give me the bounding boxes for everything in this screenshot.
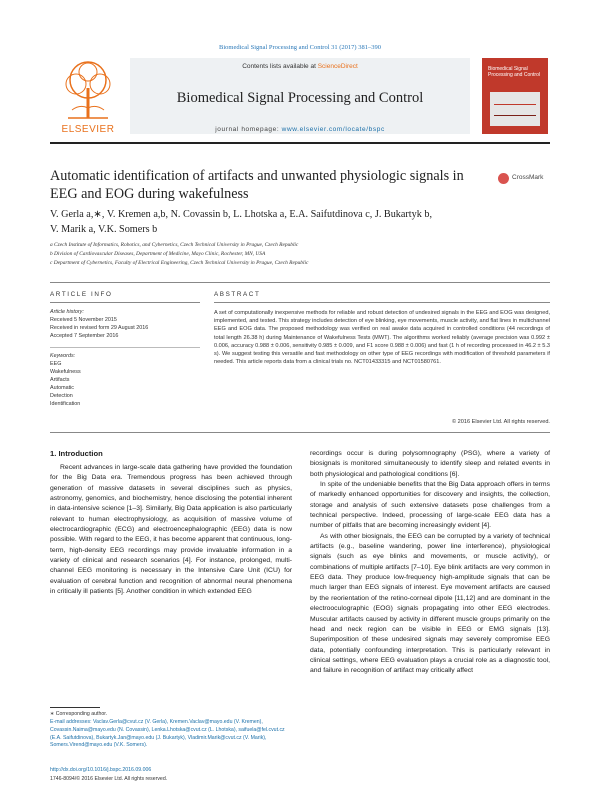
- article-info-heading: ARTICLE INFO: [50, 291, 113, 298]
- corresponding-author-note: ∗ Corresponding author.: [50, 711, 108, 717]
- crossmark-icon: [498, 173, 509, 184]
- info-top-rule: [50, 282, 550, 283]
- homepage-line: [130, 126, 470, 133]
- history-received: Received 5 November 2015: [50, 317, 117, 323]
- author-list: [50, 208, 550, 237]
- history-accepted: Accepted 7 September 2016: [50, 333, 119, 339]
- paragraph: Recent advances in large-scale data gathering have provided the foundation for the Big Data era. Tremendous progress has been achieved through generation of massive datasets in several disciplines such as physics, astronomy, genomics, and biochemistry, hence disclosing the potential inherent in data-intensive science [1–3]. Similarly, Big Data application is also particularly relevant to human electrophysiology, as acquisition of massive volume of electrocardiographic (ECG) and electroencephalographic (EEG) data is now possible. With regard to the EEG, it has become apparent that continuous, long-term, high-density EEG recordings may provide invaluable information in a variety of clinical and research scenarios [4]. For instance, prolonged, multi-channel EEG monitoring is necessary in the Intensive Care Unit (ICU) for evaluation of cerebral function and recognition of abnormal neural phenomena in critically ill patients [5]. Another condition in which extended EEG: [50, 464, 292, 596]
- issn-line: 1746-8094/© 2016 Elsevier Ltd. All rights reserved.: [50, 776, 168, 782]
- keyword: Identification: [50, 401, 81, 407]
- journal-citation[interactable]: Biomedical Signal Processing and Control 31 (2017) 381–390: [219, 44, 381, 51]
- homepage-prefix: journal homepage:: [215, 126, 282, 133]
- email-addresses: E-mail addresses: Vaclav.Gerla@cvut.cz (V. Gerla), Kremen.Vaclav@mayo.edu (V. Kremen), Covassin.Naima@mayo.edu (N. Covassin), Lenka.Lhotska@cvut.cz (L. Lhotska), saifuela@fel.cvut.cz (E.A. Saifutdinova), Bukartyk.Jan@mayo.edu (J. Bukartyk), Vladimir.Marik@cvut.cz (V. Marik), Somers.Virend@mayo.edu (V.K. Somers).: [50, 719, 285, 749]
- keywords-label: Keywords:: [50, 353, 76, 359]
- contents-prefix: Contents lists available at: [242, 63, 318, 70]
- keyword: EEG: [50, 361, 62, 367]
- keyword: Artifacts: [50, 377, 70, 383]
- info-divider: [50, 302, 200, 303]
- history-label: Article history:: [50, 309, 84, 315]
- paragraph: recordings occur is during polysomnography (PSG), where a variety of biosignals is monitored simultaneously to identify sleep and related events in both physiological and pathological conditions [6].: [310, 450, 550, 478]
- keyword: Detection: [50, 393, 73, 399]
- abstract-copyright: © 2016 Elsevier Ltd. All rights reserved.: [451, 419, 550, 425]
- cover-title: Biomedical Signal Processing and Control: [488, 66, 540, 78]
- crossmark-label: CrossMark: [512, 174, 544, 181]
- elsevier-tree-logo: [50, 58, 126, 134]
- history-revised: Received in revised form 29 August 2016: [50, 325, 149, 331]
- abstract-divider: [214, 302, 550, 303]
- affiliation-c: c Department of Cybernetics, Faculty of Electrical Engineering, Czech Technical University in Prague, Czech Republic: [50, 260, 309, 266]
- authors-line-2: V. Marik a, V.K. Somers b: [50, 223, 158, 235]
- right-column-text: [310, 449, 550, 677]
- abstract-text: A set of computationally inexpensive methods for reliable and robust detection of undesired signals in the EEG and EOG was designed, implemented, and tested. This strategy includes detection of eye blinking, eye movements, muscle activity, and flat lines in multichannel EEG and EOG data. The proposed methodology was verified on real awake data acquired in controlled conditions (44 recordings of total length 26.38 h) during Maintenance of Wakefulness Tests (MWT). The algorithms worked reliably (average precision was 0.992 ± 0.006, accuracy 0.988 ± 0.006, sensitivity 0.985 ± 0.009, and F1 score 0.988 ± 0.006) and fast (1 h of recording processed in 46.2 ± 5.3 s). We suggest testing this versatile and fast methodology on other type of EEG recordings with modification of threshold parameters if needed. This article reports data from a clinical trials no. NCT01433315 and NCT01580761.: [214, 310, 550, 366]
- keywords-divider: [50, 347, 200, 348]
- section-heading-introduction: 1. Introduction: [50, 449, 103, 458]
- masthead: [130, 58, 470, 134]
- paragraph: In spite of the undeniable benefits that the Big Data approach offers in terms of markedly enhanced opportunities for discovery and insights, the collection, storage and analysis of such extensive datasets pose challenges from a technical perspective. Indeed, processing of large-scale EEG data has a number of pitfalls that are becoming increasingly evident [4].: [310, 481, 550, 530]
- authors-line-1: V. Gerla a,∗, V. Kremen a,b, N. Covassin b, L. Lhotska a, E.A. Saifutdinova c, J. Bukartyk b,: [50, 209, 433, 220]
- paragraph: As with other biosignals, the EEG can be corrupted by a variety of technical artifacts (e.g., baseline wandering, power line interference), physiological signals (such as eye blinks and movements, or muscle activity), or combinations of multiple artifacts [7–10]. Eye blink artifacts are very common in EEG data. They produce low-frequency high-amplitude signals that can be much larger than EEG signals of interest. Eye movement artifacts are caused by the reorientation of the retino-corneal dipole [11,12] and are dominant in the electrooculographic (EOG) signals propagating into other EEG electrodes. Muscular artifacts caused by activity in different muscle groups primarily on the head and neck region can be visible in EEG or EMG signals [13]. Superimposition of these undesired signals may severely compromise EEG data, potentially confounding interpretation. This is particularly relevant in clinical settings, where EEG evaluation plays a crucial role as a diagnostic tool, and failure in recognition of artifact may critically affect: [310, 532, 550, 675]
- article-title: Automatic identification of artifacts and unwanted physiologic signals in EEG and EOG during wakefulness: [50, 168, 464, 202]
- sciencedirect-link[interactable]: ScienceDirect: [317, 63, 358, 70]
- body-top-rule: [50, 432, 550, 433]
- doi-link[interactable]: http://dx.doi.org/10.1016/j.bspc.2016.09.006: [50, 767, 152, 773]
- keyword: Automatic: [50, 385, 74, 391]
- left-column-text: [50, 463, 292, 597]
- homepage-link[interactable]: www.elsevier.com/locate/bspc: [281, 126, 385, 133]
- publisher-name: ELSEVIER: [61, 124, 115, 135]
- journal-title: Biomedical Signal Processing and Control: [176, 90, 424, 106]
- header-rule: [50, 142, 550, 144]
- crossmark-badge[interactable]: [498, 172, 550, 186]
- footnote-rule: [50, 707, 100, 708]
- journal-cover-image: [482, 58, 548, 134]
- contents-line: [130, 63, 470, 70]
- affiliation-a: a Czech Institute of Informatics, Robotics, and Cybernetics, Czech Technical University in Prague, Czech Republic: [50, 242, 299, 248]
- affiliation-b: b Division of Cardiovascular Diseases, Department of Medicine, Mayo Clinic, Rochester, MN, USA: [50, 251, 266, 257]
- keyword: Wakefulness: [50, 369, 81, 375]
- abstract-heading: ABSTRACT: [214, 291, 261, 298]
- cover-graphic: [490, 92, 540, 126]
- journal-header: [50, 56, 550, 140]
